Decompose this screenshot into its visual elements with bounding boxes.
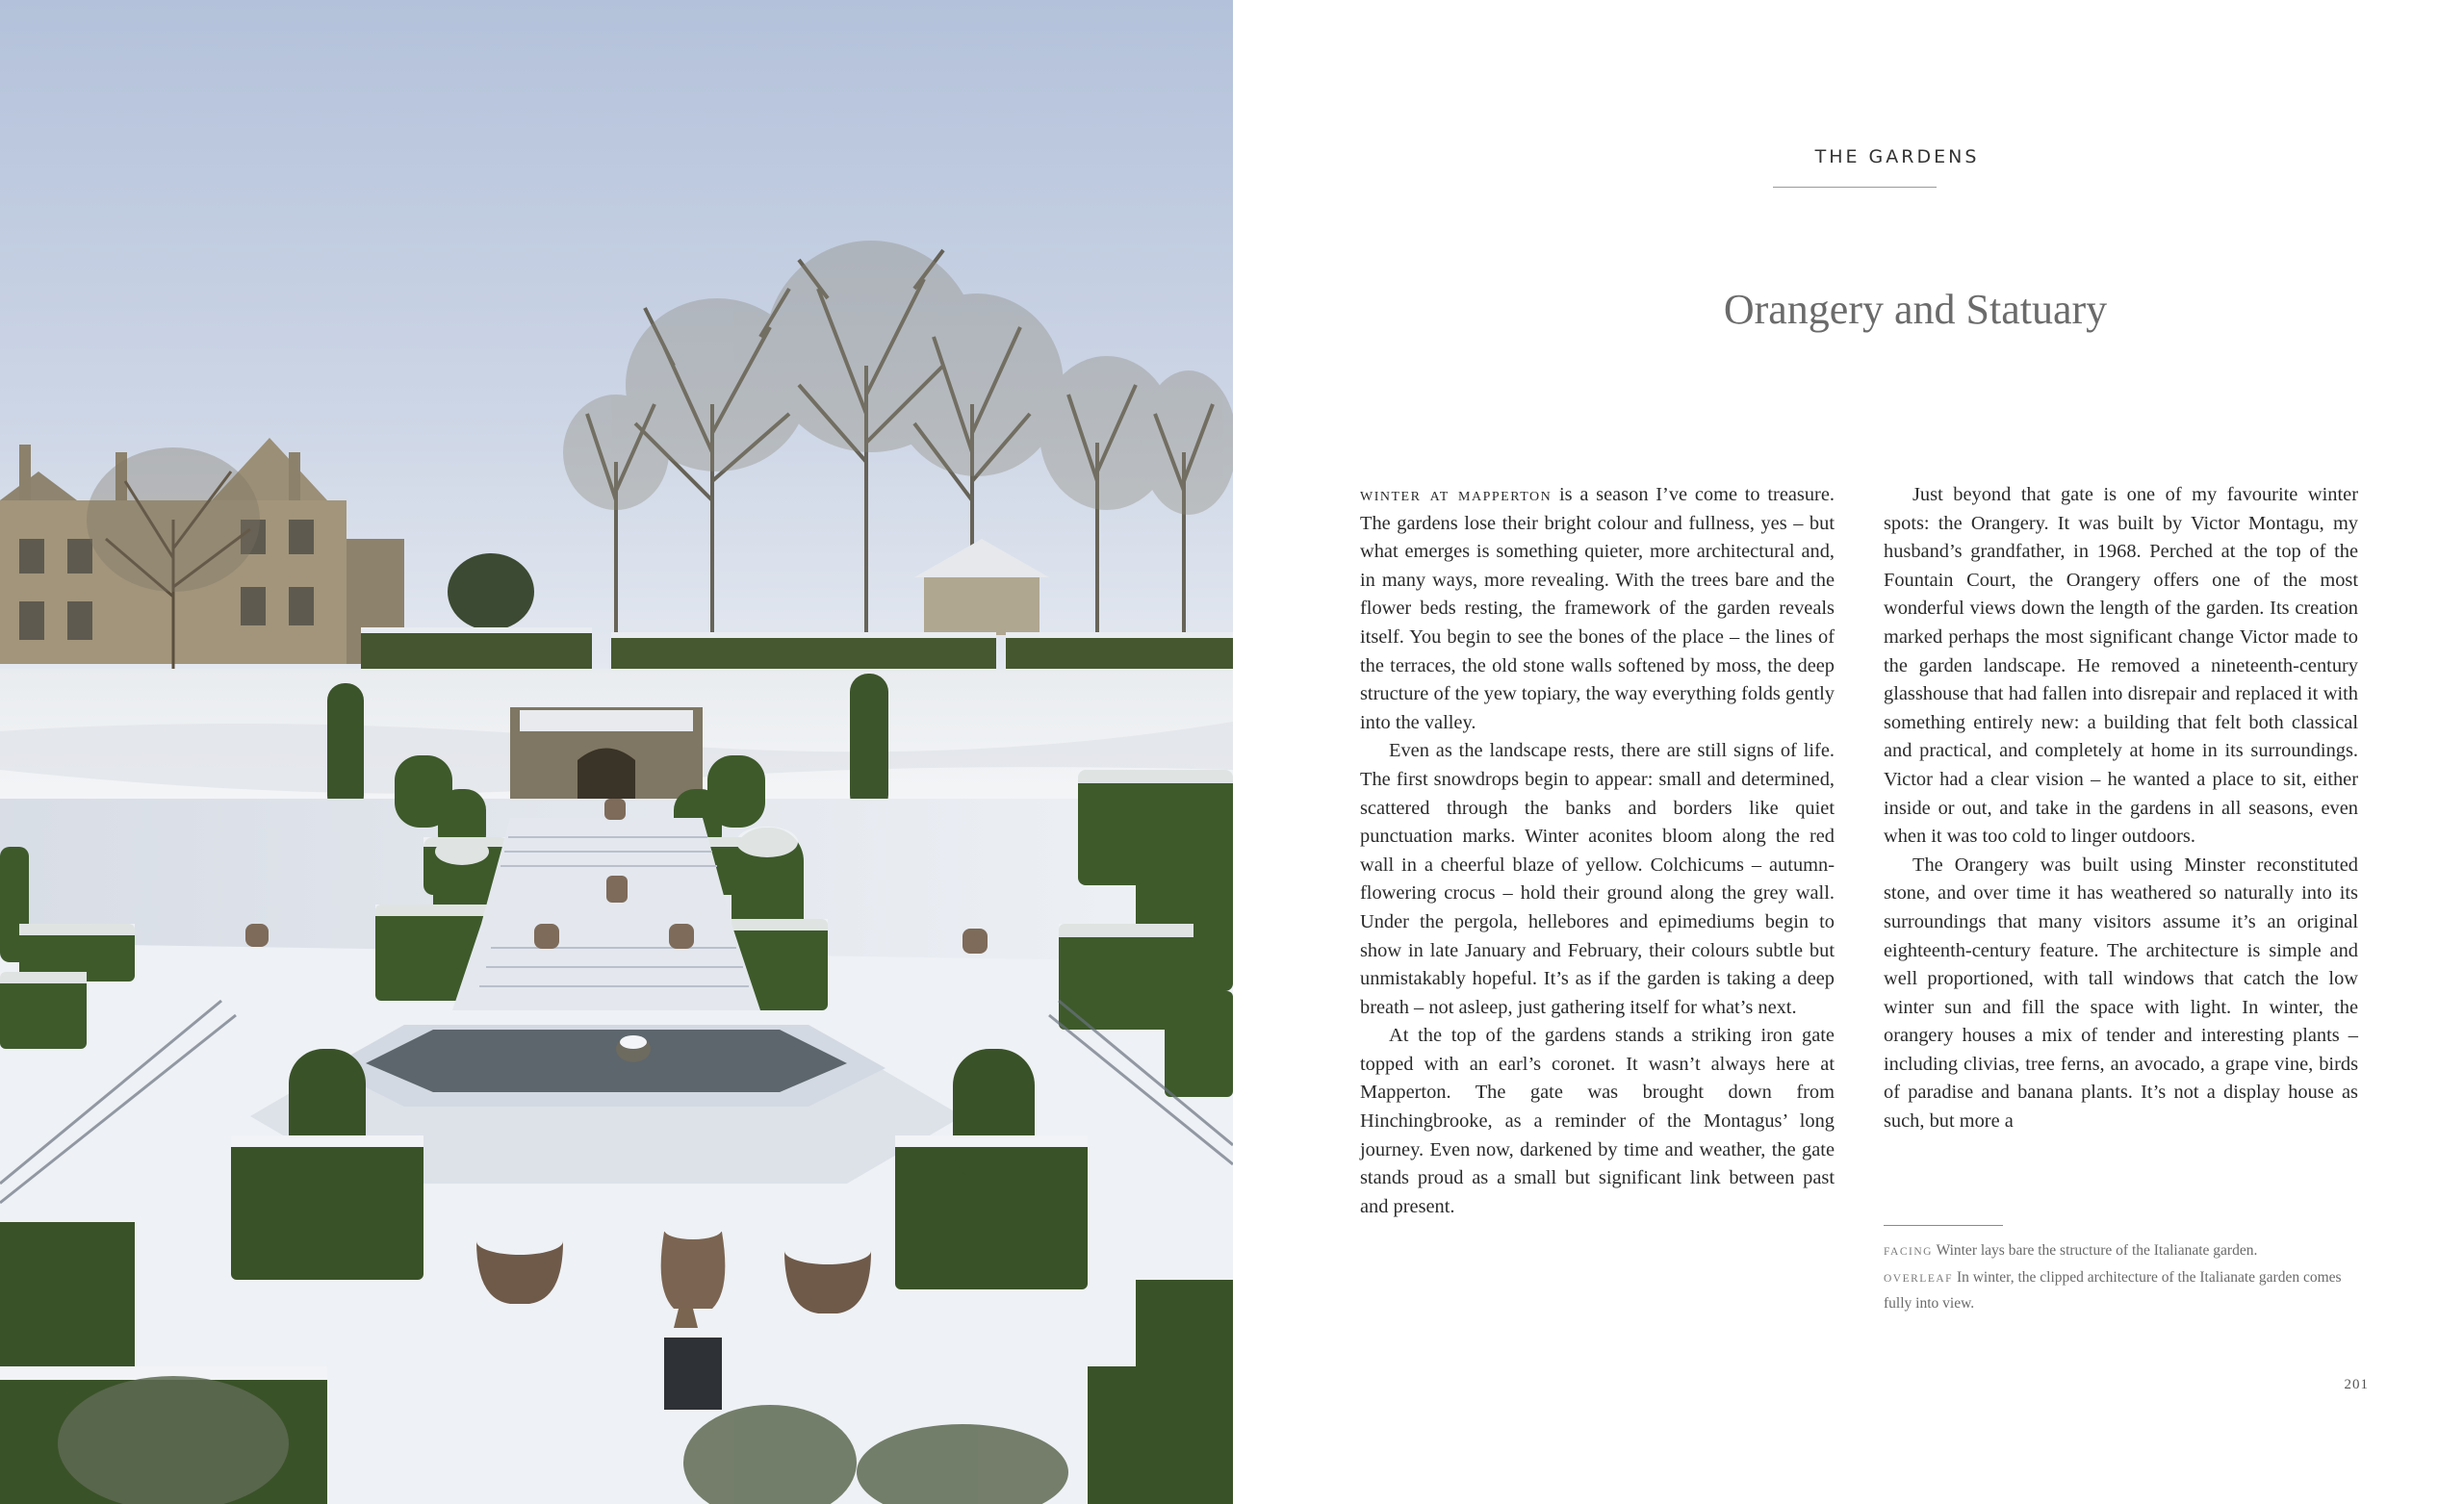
caption-text: In winter, the clipped architecture of the Italianate garden comes fully into view.	[1884, 1268, 2342, 1312]
paragraph: The Orangery was built using Minster reconstituted stone, and over time it has weathered so naturally into its surroundings that many visitors assume it’s an original eighteenth-century feature. The architecture is simple and well proportioned, with tall windows that catch the low winter sun and fill the space with light. In winter, the orangery houses a mix of tender and interesting plants – including clivias, tree ferns, an avocado, a grape vine, birds of paradise and banana plants. It’s not a display house as such, but more a	[1884, 854, 2358, 1133]
body-column-left	[1360, 481, 1835, 1221]
paragraph-text: is a season I’ve come to treasure. The gardens lose their bright colour and fullness, yes – but what emerges is something quieter, more architectural and, in many ways, more revealing. With the trees bare and the flower beds resting, the framework of the garden reveals itself. You begin to see the bones of the place – the lines of the terraces, the old stone walls softened by moss, the deep structure of the yew topiary, the way everything folds gently into the valley.	[1360, 484, 1835, 733]
body-column-right	[1884, 481, 2358, 1136]
caption-overleaf	[1884, 1265, 2365, 1316]
caption-key: OVERLEAF	[1884, 1272, 1954, 1285]
caption-rule	[1884, 1225, 2003, 1226]
text-page	[1233, 0, 2464, 1504]
paragraph	[1360, 481, 1835, 737]
lead-in: winter at mapperton	[1360, 484, 1553, 505]
section-heading: THE GARDENS	[1814, 146, 1980, 167]
caption-text: Winter lays bare the structure of the Italianate garden.	[1932, 1242, 2258, 1259]
page-title: Orangery and Statuary	[1723, 286, 2108, 333]
section-rule	[1773, 187, 1937, 188]
caption-facing	[1884, 1238, 2365, 1265]
paragraph: At the top of the gardens stands a striking iron gate topped with an earl’s coronet. It wasn’t always here at Mapperton. The gate was brought down from Hinchingbrooke, as a reminder of the Montagus’ long journey. Even now, darkened by time and weather, the gate stands proud as a small but significant link between past and present.	[1360, 1025, 1835, 1217]
paragraph: Even as the landscape rests, there are still signs of life. The first snowdrops begin to appear: small and determined, scattered through the banks and borders like quiet punctuation marks. Winter aconites bloom along the red wall in a cheerful blaze of yellow. Colchicums – autumn-flowering crocus – hold their ground along the grey wall. Under the pergola, hellebores and epimediums begin to show in late January and February, their colours subtle but unmistakably hopeful. It’s as if the garden is taking a deep breath – not asleep, just gathering itself for what’s next.	[1360, 740, 1835, 1018]
caption-key: FACING	[1884, 1246, 1933, 1258]
page-number: 201	[2344, 1377, 2369, 1392]
photo-captions	[1884, 1238, 2365, 1316]
paragraph: Just beyond that gate is one of my favourite winter spots: the Orangery. It was built by Victor Montagu, my husband’s grandfather, in 1968. Perched at the top of the Fountain Court, the Orangery offers one of the most wonderful views down the length of the garden. Its creation marked perhaps the most significant change Victor made to the garden landscape. He removed a nineteenth-century glasshouse that had fallen into disrepair and replaced it with something entirely new: a building that felt both classical and practical, and completely at home in its surroundings. Victor had a clear vision – he wanted a place to sit, either inside or out, and take in the gardens in all seasons, even when it was too cold to linger outdoors.	[1884, 484, 2358, 848]
